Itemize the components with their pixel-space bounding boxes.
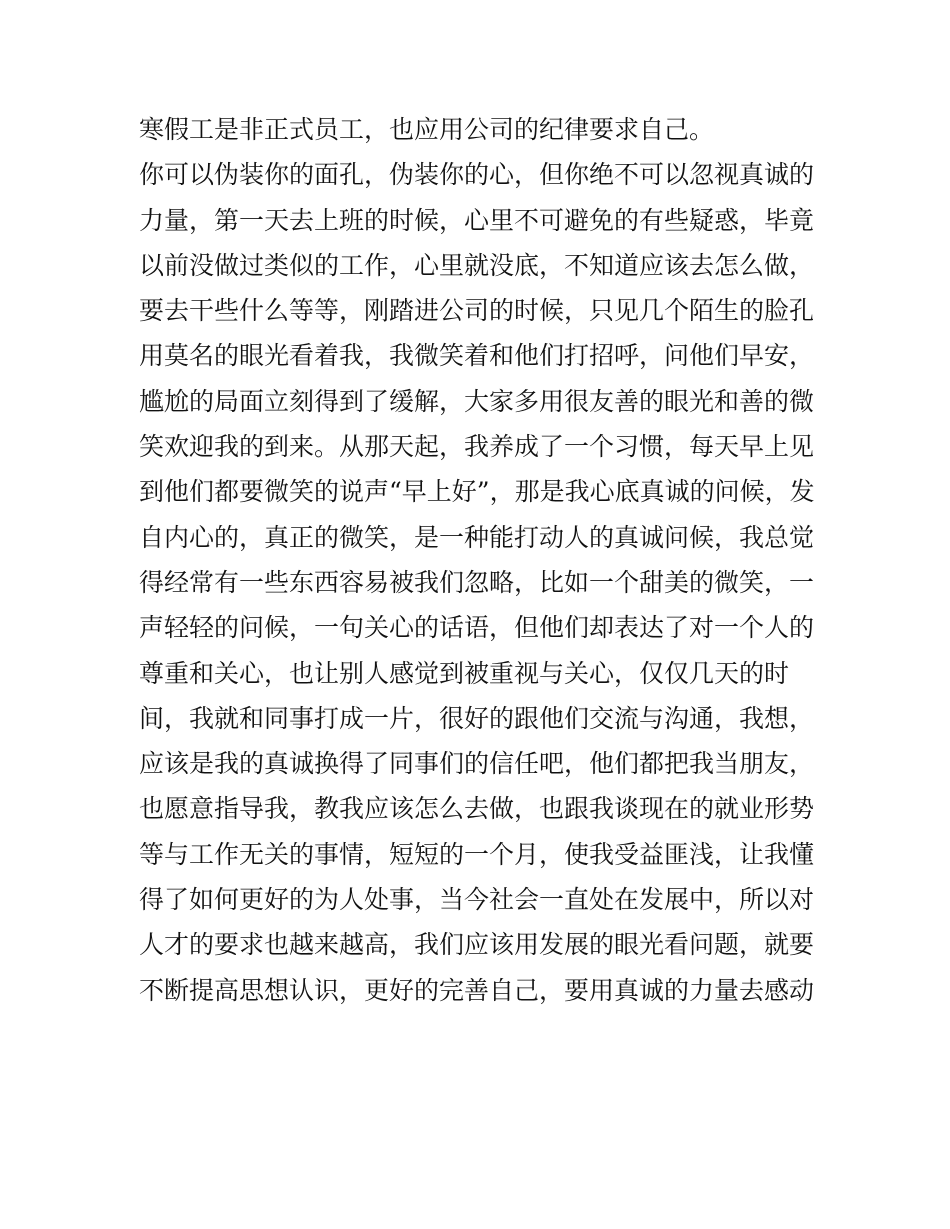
body-text: [139, 107, 829, 1013]
text-line: 也愿意指导我，教我应该怎么去做，也跟我谈现在的就业形势: [139, 794, 815, 824]
text-line: 到他们都要微笑的说声“早上好”，那是我心底真诚的问候，发: [139, 477, 815, 507]
text-line: 用莫名的眼光看着我，我微笑着和他们打招呼，问他们早安，: [139, 341, 815, 371]
text-line: 尴尬的局面立刻得到了缓解，大家多用很友善的眼光和善的微: [139, 386, 815, 416]
text-line: 间，我就和同事打成一片，很好的跟他们交流与沟通，我想，: [139, 703, 815, 733]
text-line: 自内心的，真正的微笑，是一种能打动人的真诚问候，我总觉: [139, 522, 815, 552]
text-line: 等与工作无关的事情，短短的一个月，使我受益匪浅，让我懂: [139, 839, 815, 869]
text-line: 不断提高思想认识，更好的完善自己，要用真诚的力量去感动: [139, 975, 815, 1005]
text-line: 力量，第一天去上班的时候，心里不可避免的有些疑惑，毕竟: [139, 205, 815, 235]
text-line: 人才的要求也越来越高，我们应该用发展的眼光看问题，就要: [139, 930, 815, 960]
text-line: 要去干些什么等等，刚踏进公司的时候，只见几个陌生的脸孔: [139, 296, 815, 326]
text-line: 你可以伪装你的面孔，伪装你的心，但你绝不可以忽视真诚的: [139, 160, 815, 190]
text-line: 以前没做过类似的工作，心里就没底，不知道应该去怎么做，: [139, 250, 815, 280]
text-line: 尊重和关心，也让别人感觉到被重视与关心，仅仅几天的时: [139, 658, 790, 688]
text-line: 得经常有一些东西容易被我们忽略，比如一个甜美的微笑，一: [139, 567, 815, 597]
text-line: 笑欢迎我的到来。从那天起，我养成了一个习惯，每天早上见: [139, 432, 815, 462]
text-line: 应该是我的真诚换得了同事们的信任吧，他们都把我当朋友，: [139, 749, 815, 779]
text-line: 得了如何更好的为人处事，当今社会一直处在发展中，所以对: [139, 885, 815, 915]
text-line: 寒假工是非正式员工，也应用公司的纪律要求自己。: [139, 115, 715, 144]
text-line: 声轻轻的问候，一句关心的话语，但他们却表达了对一个人的: [139, 613, 815, 643]
